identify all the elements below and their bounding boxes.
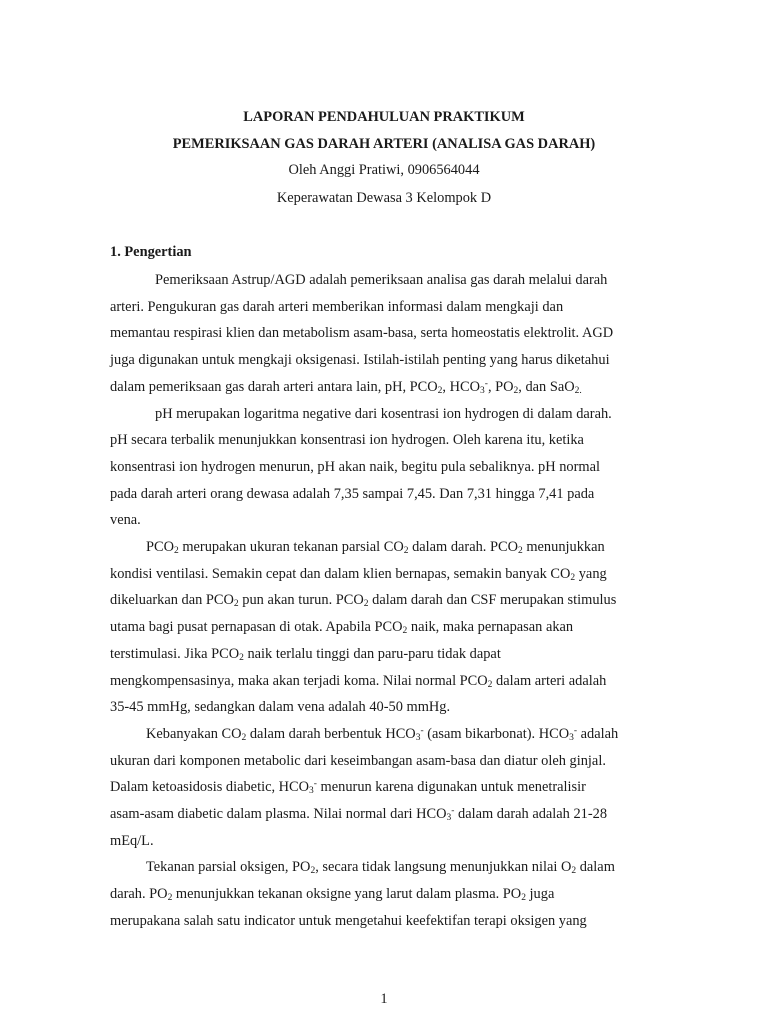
report-subtitle: PEMERIKSAAN GAS DARAH ARTERI (ANALISA GAS DARAH) [172, 136, 596, 152]
body-line: mEq/L. [110, 832, 154, 849]
body-line: dikeluarkan dan $PCO_2$ pun akan turun. $PCO_2$ dalam darah dan CSF merupakan stimulus [110, 592, 617, 610]
body-line: Dalam ketoasidosis diabetic, $HCO_3^-$ menurun karena digunakan untuk menetralisir [110, 779, 586, 797]
body-line: merupakana salah satu indicator untuk mengetahui keefektifan terapi oksigen yang [110, 912, 587, 929]
body-line: pada darah arteri orang dewasa adalah 7,35 sampai 7,45. Dan 7,31 hingga 7,41 pada [110, 485, 595, 502]
body-line: Pemeriksaan Astrup/AGD adalah pemeriksaan analisa gas darah melalui darah [155, 272, 608, 288]
body-line: utama bagi pusat pernapasan di otak. Apabila $PCO_2$ naik, maka pernapasan akan [110, 619, 574, 637]
body-line: asam-asam diabetic dalam plasma. Nilai normal dari $HCO_3^-$ dalam darah adalah 21-28 [110, 806, 608, 823]
body-line: Kebanyakan $CO_2$ dalam darah berbentuk $HCO_3^-$ (asam bikarbonat). $HCO_3^-$ adalah [146, 725, 619, 743]
body-line: konsentrasi ion hydrogen menurun, pH akan naik, begitu pula sebaliknya. pH normal [110, 458, 600, 475]
body-line: mengkompensasinya, maka akan terjadi koma. Nilai normal $PCO_2$ dalam arteri adalah [110, 672, 607, 690]
page-number: 1 [380, 991, 388, 1007]
body-line: vena. [110, 512, 141, 529]
author-line: Oleh Anggi Pratiwi, 0906564044 [288, 162, 480, 178]
body-line: memantau respirasi klien dan metabolism asam-basa, serta homeostatis elektrolit. AGD [110, 325, 614, 342]
body-line: kondisi ventilasi. Semakin cepat dan dalam klien bernapas, semakin banyak $CO_2$ yang [110, 565, 607, 583]
body-line: pH secara terbalik menunjukkan konsentrasi ion hydrogen. Oleh karena itu, ketika [110, 432, 584, 449]
body-line: pH merupakan logaritma negative dari kosentrasi ion hydrogen di dalam darah. [155, 405, 612, 422]
body-line: darah. $PO_2$ menunjukkan tekanan oksigne yang larut dalam plasma. $PO_2$ juga [110, 886, 555, 904]
section-heading: 1. Pengertian [110, 244, 192, 260]
body-line: dalam pemeriksaan gas darah arteri antara lain, pH, $PCO_2$, $HCO_3^-$, $PO_2$, dan SaO$_{2.}$ [110, 378, 582, 396]
course-line: Keperawatan Dewasa 3 Kelompok D [276, 190, 492, 206]
body-line: $PCO_2$ merupakan ukuran tekanan parsial $CO_2$ dalam darah. $PCO_2$ menunjukkan [146, 539, 605, 556]
body-line: 35-45 mmHg, sedangkan dalam vena adalah 40-50 mmHg. [110, 699, 451, 716]
report-title: LAPORAN PENDAHULUAN PRAKTIKUM [243, 109, 525, 125]
body-line: ukuran dari komponen metabolic dari keseimbangan asam-basa dan diatur oleh ginjal. [110, 752, 606, 769]
body-line: Tekanan parsial oksigen, $PO_2$, secara tidak langsung menunjukkan nilai $O_2$ dalam [146, 859, 615, 877]
body-line: arteri. Pengukuran gas darah arteri memberikan informasi dalam mengkaji dan [110, 298, 564, 315]
body-line: terstimulasi. Jika $PCO_2$ naik terlalu tinggi dan paru-paru tidak dapat [110, 645, 501, 663]
body-line: juga digunakan untuk mengkaji oksigenasi. Istilah-istilah penting yang harus diketahui [110, 352, 610, 369]
